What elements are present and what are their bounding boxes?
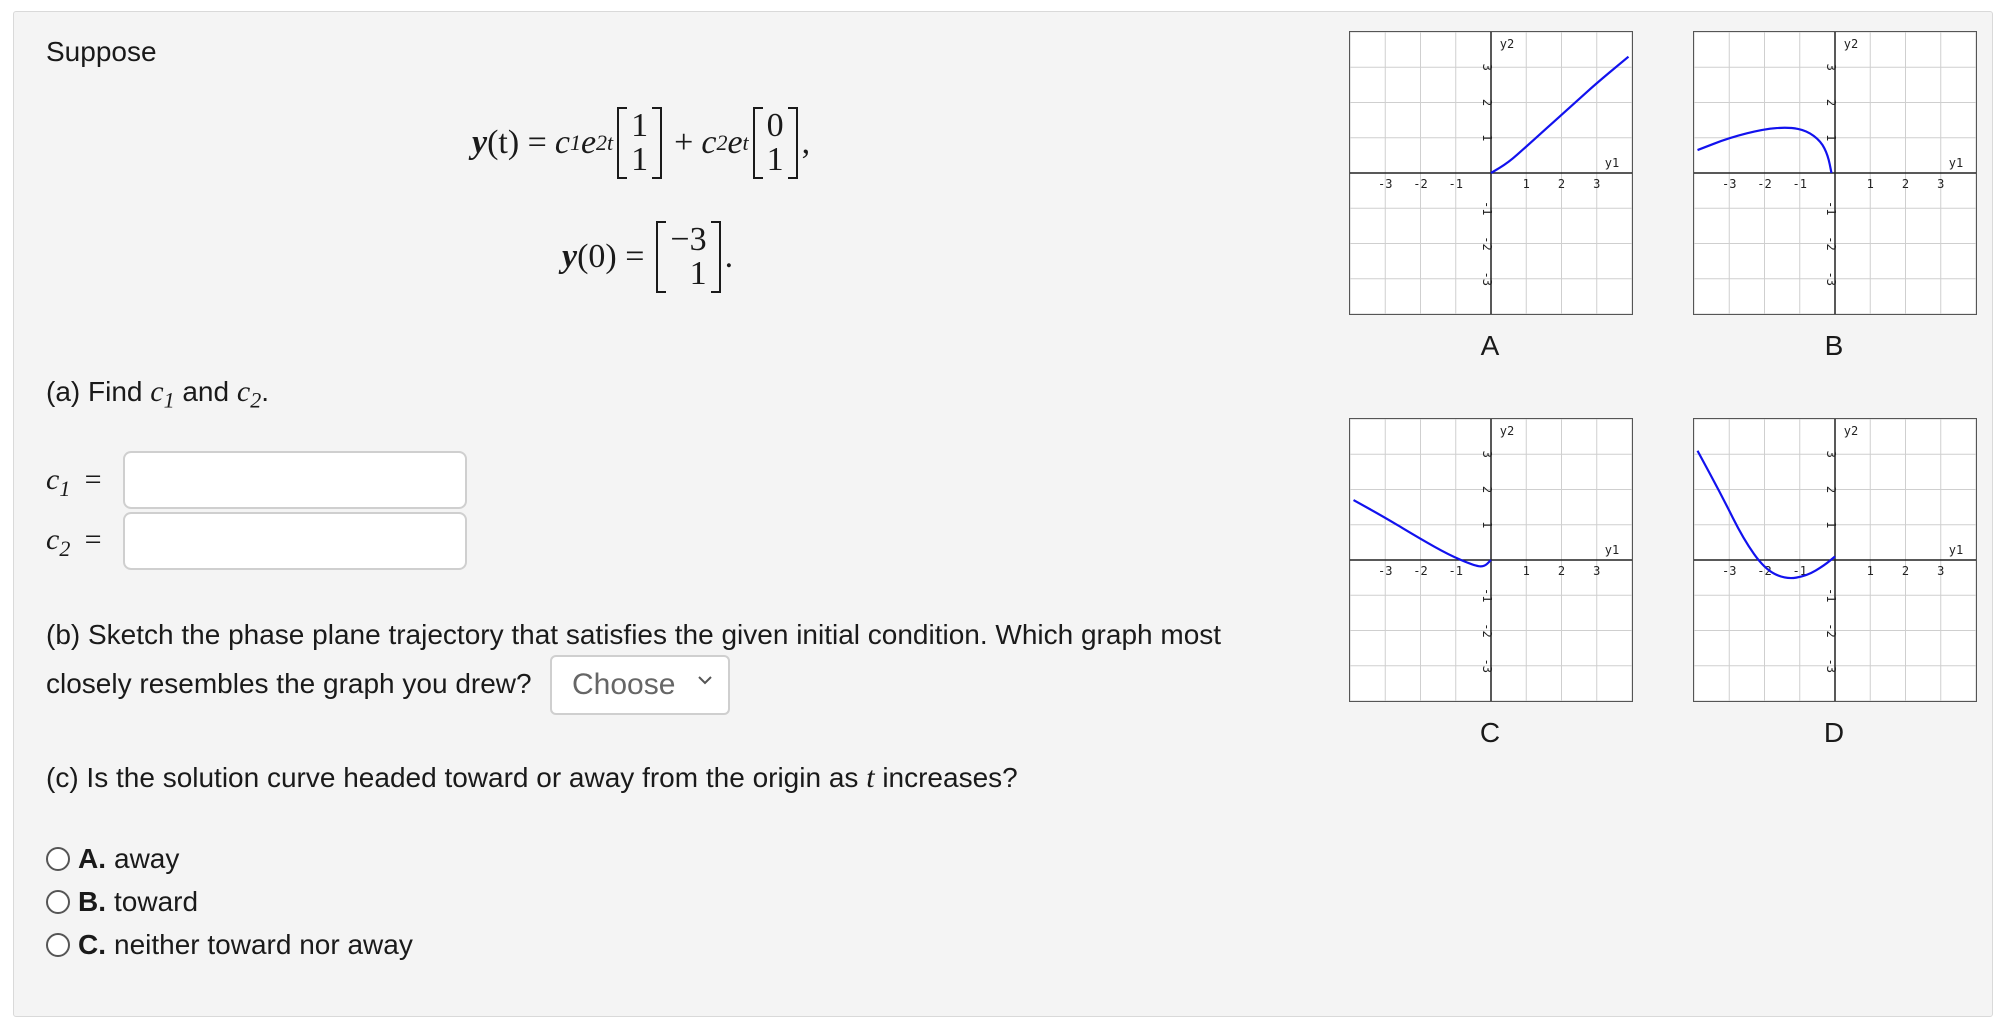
part-a-c2: c	[236, 375, 251, 408]
part-a-prompt	[46, 374, 269, 419]
x-tick-label: -1	[1448, 177, 1463, 191]
graph-b-label: B	[1824, 330, 1844, 361]
part-a-c1: c	[150, 375, 164, 408]
exp-base-2: e	[727, 124, 743, 161]
y-tick-label: 3	[1824, 450, 1838, 458]
part-a-prefix: (a) Find	[46, 376, 143, 407]
iv-top: −3	[670, 221, 707, 258]
v2-top: 0	[766, 107, 784, 144]
chevron-down-icon	[696, 671, 714, 689]
y-tick-label: -3	[1480, 658, 1494, 673]
y-tick-label: 3	[1480, 450, 1494, 458]
part-b-line2: closely resembles the graph you drew?	[46, 668, 532, 699]
equation-initial-condition	[562, 212, 733, 302]
y-tick-label: 2	[1824, 98, 1838, 107]
select-value: Choose	[572, 668, 676, 701]
c1-symbol: c	[554, 124, 570, 161]
x-tick-label: -1	[1792, 177, 1807, 191]
x-axis-label: y1	[1604, 543, 1620, 557]
c1-equals: =	[84, 463, 102, 496]
graph-d-label: D	[1823, 717, 1845, 748]
y-axis-label: y2	[1499, 424, 1515, 438]
period: .	[724, 238, 734, 275]
y-tick-label: -2	[1824, 236, 1838, 251]
graph-d-plot	[1694, 419, 1976, 701]
x-tick-label: 2	[1901, 177, 1910, 191]
c1-label-symbol: c	[46, 463, 60, 496]
x-tick-label: 1	[1866, 564, 1874, 578]
part-a-suffix: .	[261, 376, 269, 407]
x-tick-label: 1	[1522, 177, 1530, 191]
x-tick-label: -1	[1448, 564, 1463, 578]
intro-text: Suppose	[46, 36, 157, 67]
y-tick-label: -2	[1480, 236, 1494, 251]
y-tick-label: -1	[1824, 201, 1838, 216]
graph-a-label: A	[1480, 330, 1500, 361]
part-c-prefix: (c) Is the solution curve headed toward or away from the origin as	[46, 762, 859, 793]
c2-label-symbol: c	[46, 523, 60, 556]
v2-bottom: 1	[766, 141, 784, 178]
x-tick-label: -2	[1413, 564, 1428, 578]
x-tick-label: 1	[1522, 564, 1530, 578]
x-axis-label: y1	[1948, 156, 1964, 170]
y-tick-label: -2	[1480, 623, 1494, 638]
radio-button[interactable]	[46, 933, 70, 957]
x-axis-label: y1	[1948, 543, 1964, 557]
y-tick-label: -1	[1480, 201, 1494, 216]
y-tick-label: 3	[1480, 63, 1494, 71]
x-tick-label: -3	[1722, 564, 1737, 578]
c2-input[interactable]	[123, 512, 467, 570]
option-c-text: neither toward nor away	[114, 929, 413, 960]
graph-c	[1349, 418, 1633, 702]
v1-bottom: 1	[631, 141, 649, 178]
radio-button[interactable]	[46, 847, 70, 871]
c1-input[interactable]	[123, 451, 467, 509]
graph-choice-select[interactable]	[550, 655, 730, 715]
y-tick-label: -3	[1824, 271, 1838, 286]
c2-equals: =	[84, 523, 102, 556]
exponent-2: t	[742, 130, 749, 155]
exp-base-1: e	[580, 124, 597, 161]
y-axis-label: y2	[1499, 37, 1515, 51]
iv-bottom: 1	[689, 255, 707, 292]
graph-c-label: C	[1479, 717, 1501, 748]
x-tick-label: -2	[1413, 177, 1428, 191]
initial-vector	[656, 221, 720, 293]
graph-b-plot	[1694, 32, 1976, 314]
y-tick-label: -1	[1480, 588, 1494, 603]
x-tick-label: 3	[1593, 177, 1601, 191]
x-tick-label: -3	[1378, 177, 1393, 191]
comma: ,	[801, 124, 811, 161]
equation-general-solution	[472, 98, 810, 188]
x-tick-label: 1	[1866, 177, 1874, 191]
graph-a-plot	[1350, 32, 1632, 314]
c1-label	[46, 462, 102, 507]
eigenvector-2	[753, 107, 798, 179]
lhs-arg: (t) =	[487, 124, 547, 161]
x-tick-label: -2	[1757, 564, 1772, 578]
option-a-letter: A.	[78, 843, 106, 874]
x-tick-label: 3	[1937, 564, 1945, 578]
y-tick-label: 1	[1824, 521, 1838, 529]
c2-subscript: 2	[716, 130, 728, 155]
x-tick-label: 3	[1937, 177, 1945, 191]
exponent-1: 2t	[596, 130, 614, 155]
vector-y: y	[472, 124, 488, 161]
part-c-prompt	[46, 760, 1018, 796]
x-tick-label: 2	[1557, 564, 1566, 578]
c1-subscript: 1	[569, 130, 581, 155]
option-b-text: toward	[114, 886, 199, 917]
c2-label	[46, 522, 102, 567]
y-tick-label: -1	[1824, 588, 1838, 603]
eigenvector-1	[617, 107, 662, 179]
lhs-arg-0: (0) =	[577, 238, 645, 275]
c1-label-sub: 1	[59, 476, 71, 501]
trajectory-curve	[1698, 451, 1835, 578]
x-tick-label: 3	[1593, 564, 1601, 578]
y-tick-label: 3	[1824, 63, 1838, 71]
option-c[interactable]	[46, 929, 413, 961]
radio-button[interactable]	[46, 890, 70, 914]
option-a[interactable]	[46, 843, 179, 875]
y-tick-label: 2	[1480, 485, 1494, 494]
x-tick-label: -3	[1722, 177, 1737, 191]
part-a-and: and	[182, 376, 230, 407]
part-a-c2-sub: 2	[250, 387, 262, 413]
option-c-letter: C.	[78, 929, 106, 960]
option-b[interactable]	[46, 886, 198, 918]
plus-sign: +	[674, 124, 694, 161]
x-tick-label: -2	[1757, 177, 1772, 191]
part-b-line1: (b) Sketch the phase plane trajectory that satisfies the given initial condition. Which graph most	[46, 619, 1222, 650]
option-a-text: away	[114, 843, 180, 874]
y-axis-label: y2	[1843, 424, 1859, 438]
vector-y0: y	[562, 238, 578, 275]
y-tick-label: -3	[1480, 271, 1494, 286]
x-tick-label: -1	[1792, 564, 1807, 578]
c2-symbol: c	[701, 124, 717, 161]
part-a-c1-sub: 1	[163, 387, 175, 413]
y-tick-label: -2	[1824, 623, 1838, 638]
part-c-suffix: increases?	[882, 762, 1018, 793]
option-b-letter: B.	[78, 886, 106, 917]
v1-top: 1	[631, 107, 649, 144]
graph-b	[1693, 31, 1977, 315]
y-tick-label: 1	[1480, 521, 1494, 529]
c2-label-sub: 2	[59, 536, 71, 561]
x-tick-label: -3	[1378, 564, 1393, 578]
y-tick-label: 2	[1480, 98, 1494, 107]
trajectory-curve	[1354, 500, 1491, 566]
x-tick-label: 2	[1901, 564, 1910, 578]
x-axis-label: y1	[1604, 156, 1620, 170]
graph-d	[1693, 418, 1977, 702]
y-tick-label: 1	[1480, 134, 1494, 142]
x-tick-label: 2	[1557, 177, 1566, 191]
y-axis-label: y2	[1843, 37, 1859, 51]
y-tick-label: -3	[1824, 658, 1838, 673]
y-tick-label: 1	[1824, 134, 1838, 142]
part-c-var: t	[866, 761, 875, 794]
graph-a	[1349, 31, 1633, 315]
y-tick-label: 2	[1824, 485, 1838, 494]
graph-c-plot	[1350, 419, 1632, 701]
